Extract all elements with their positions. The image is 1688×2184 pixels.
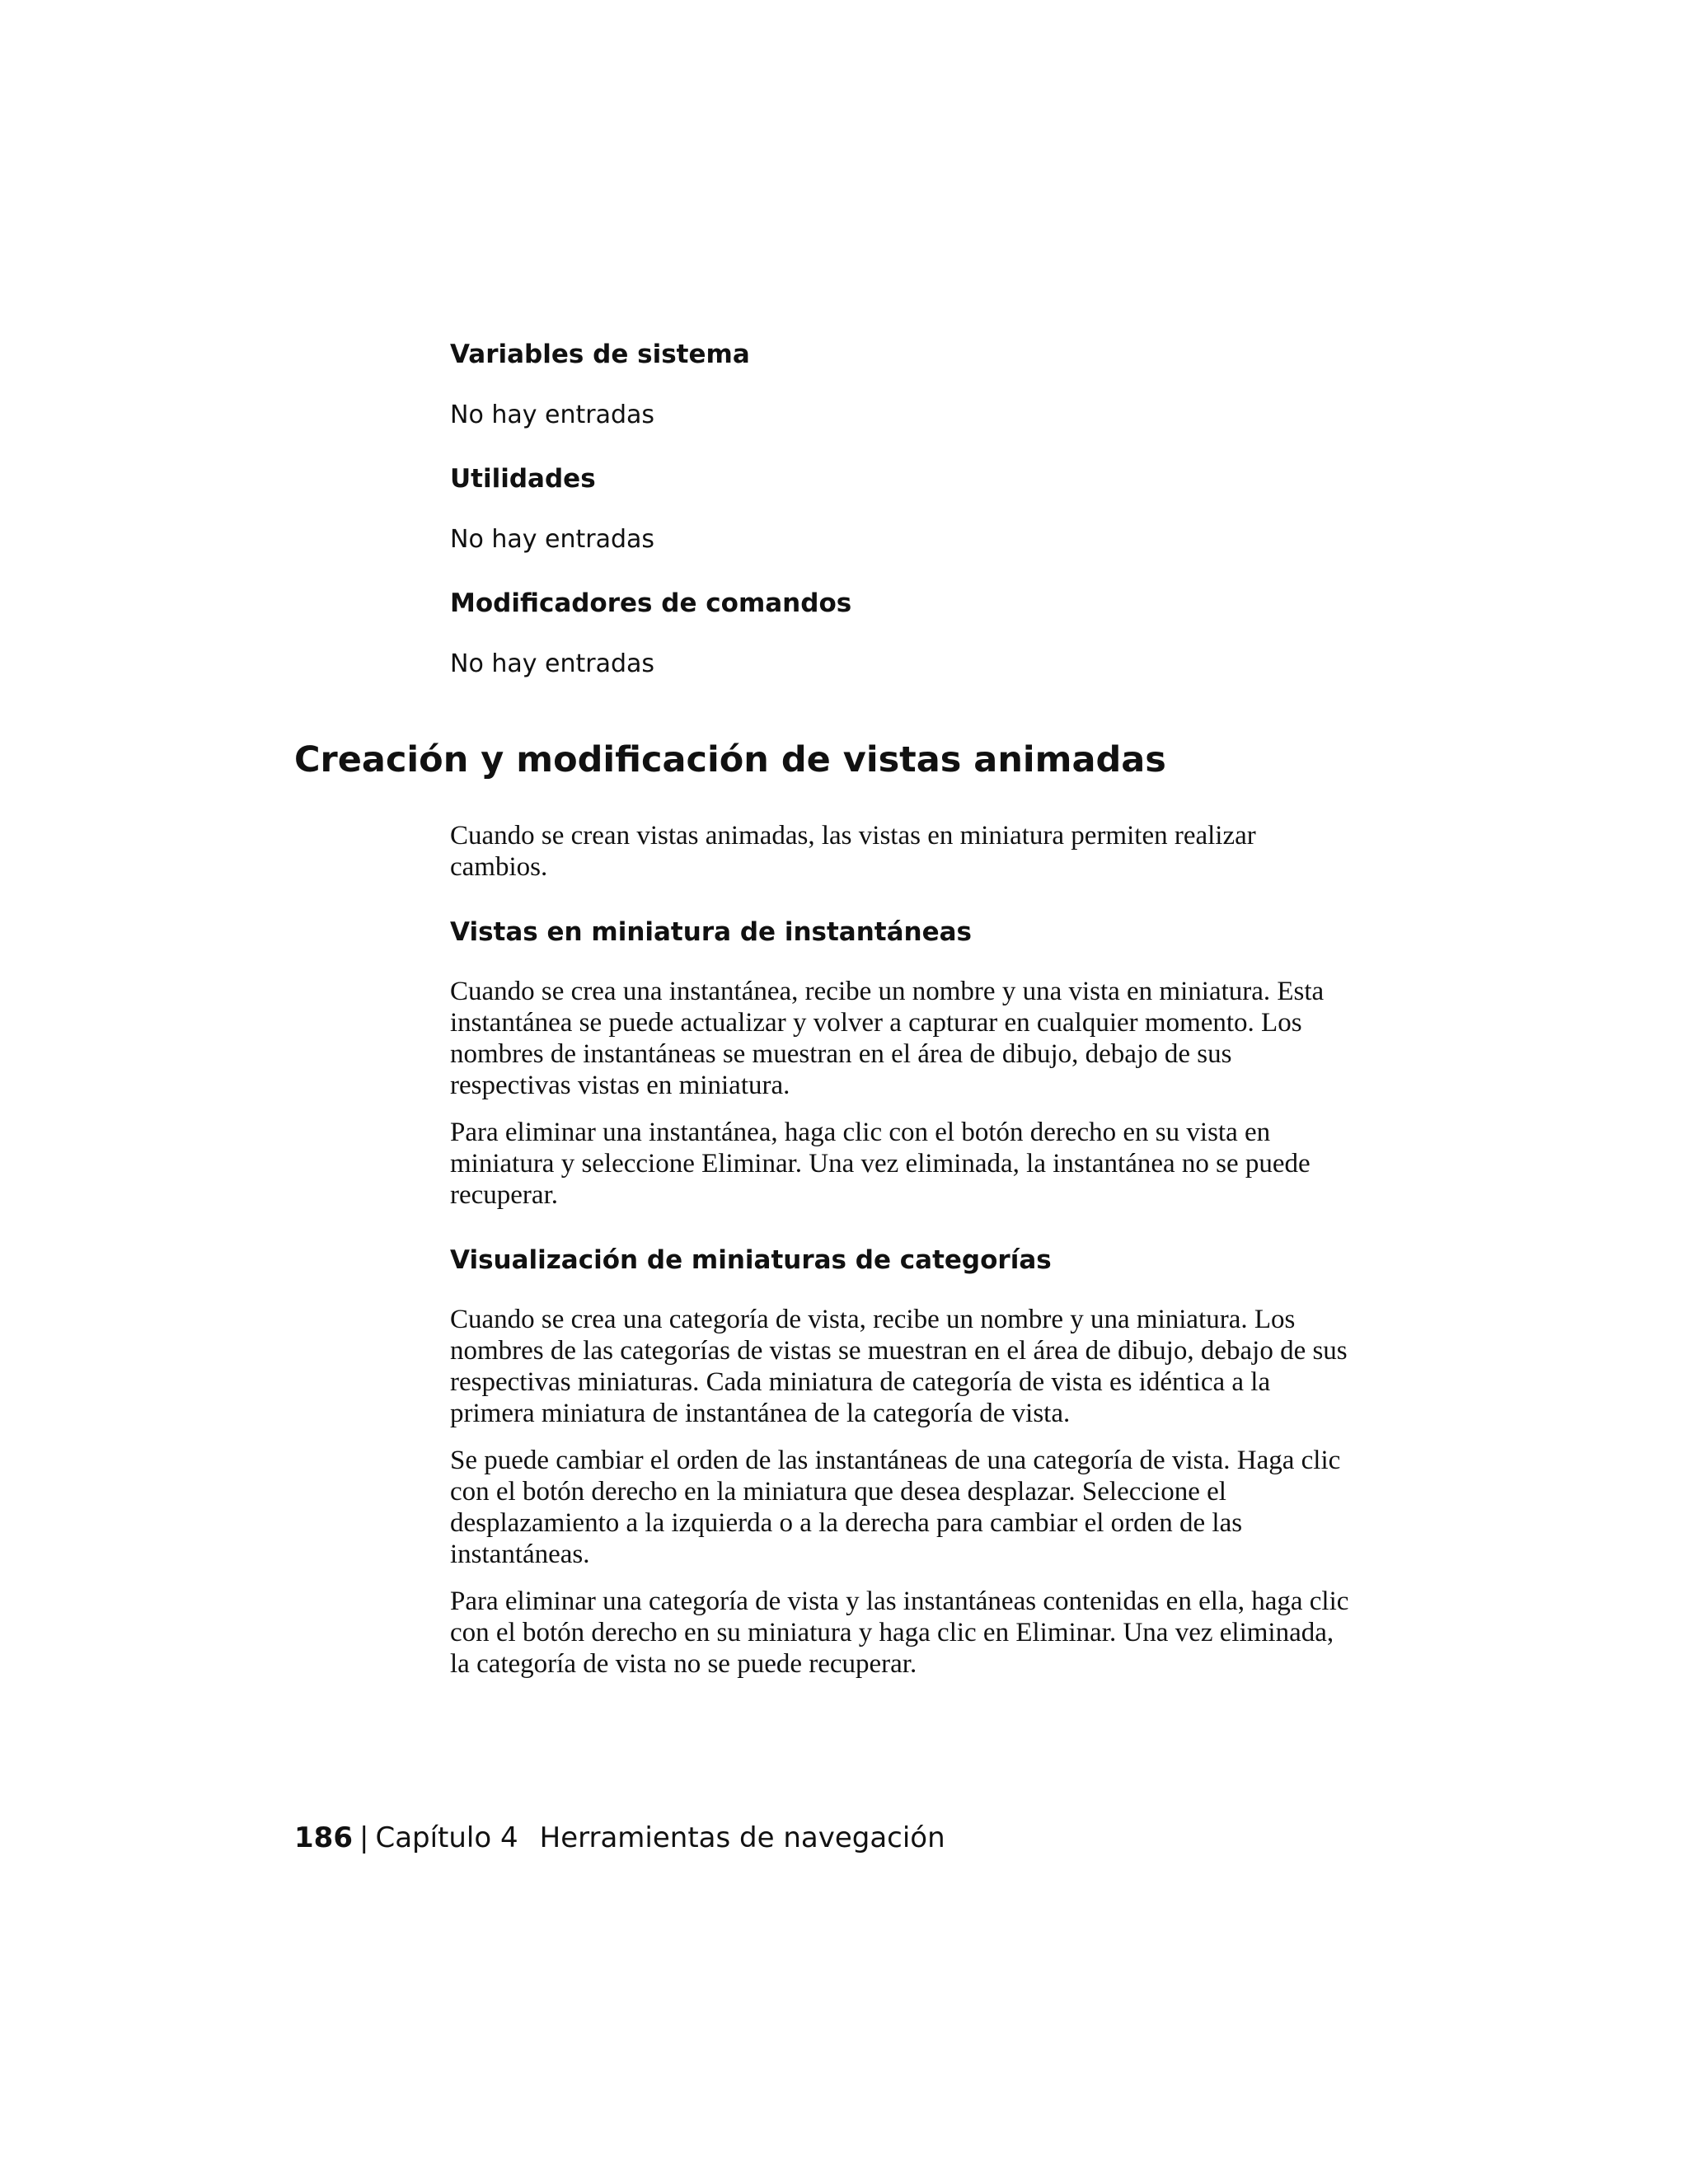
- section-title: Creación y modificación de vistas animadas: [294, 739, 1166, 780]
- heading-utilidades: Utilidades: [450, 464, 596, 494]
- footer-separator: |: [359, 1821, 369, 1854]
- heading-variables-de-sistema: Variables de sistema: [450, 340, 750, 369]
- chapter-label: Capítulo 4: [375, 1821, 518, 1854]
- heading-modificadores-de-comandos: Modificadores de comandos: [450, 588, 852, 618]
- text-no-entries-3: No hay entradas: [450, 649, 655, 678]
- page-footer: [294, 1820, 945, 1856]
- subheading-visualizacion-categorias: Visualización de miniaturas de categorías: [450, 1245, 1052, 1275]
- paragraph-categoria-creation: Cuando se crea una categoría de vista, recibe un nombre y una miniatura. Los nombres de las categorías de vistas se muestran en el área de dibujo, debajo de sus respectivas miniaturas. Cada miniatura de categoría de vista es idéntica a la primera miniatura de instantánea de la categoría de vista.: [450, 1305, 1348, 1428]
- paragraph-instantanea-delete: Para eliminar una instantánea, haga clic con el botón derecho en su vista en miniatura y seleccione Eliminar. Una vez eliminada, la instantánea no se puede recuperar.: [450, 1118, 1311, 1210]
- paragraph-categoria-order: Se puede cambiar el orden de las instantáneas de una categoría de vista. Haga clic con el botón derecho en la miniatura que desea desplazar. Seleccione el desplazamiento a la izquierda o a la derecha para cambiar el orden de las instantáneas.: [450, 1446, 1341, 1569]
- paragraph-instantanea-creation: Cuando se crea una instantánea, recibe un nombre y una vista en miniatura. Esta instantánea se puede actualizar y volver a capturar en cualquier momento. Los nombres de instantáneas se muestran en el área de dibujo, debajo de sus respectivas vistas en miniatura.: [450, 977, 1325, 1100]
- subheading-vistas-en-miniatura: Vistas en miniatura de instantáneas: [450, 917, 972, 947]
- text-no-entries-1: No hay entradas: [450, 401, 655, 429]
- intro-paragraph: Cuando se crean vistas animadas, las vistas en miniatura permiten realizar cambios.: [450, 821, 1256, 882]
- page-number: 186: [294, 1821, 353, 1854]
- paragraph-categoria-delete: Para eliminar una categoría de vista y las instantáneas contenidas en ella, haga clic con el botón derecho en su miniatura y haga clic en Eliminar. Una vez eliminada, la categoría de vista no se puede recuperar.: [450, 1586, 1349, 1679]
- text-no-entries-2: No hay entradas: [450, 525, 655, 554]
- chapter-title: Herramientas de navegación: [539, 1821, 945, 1854]
